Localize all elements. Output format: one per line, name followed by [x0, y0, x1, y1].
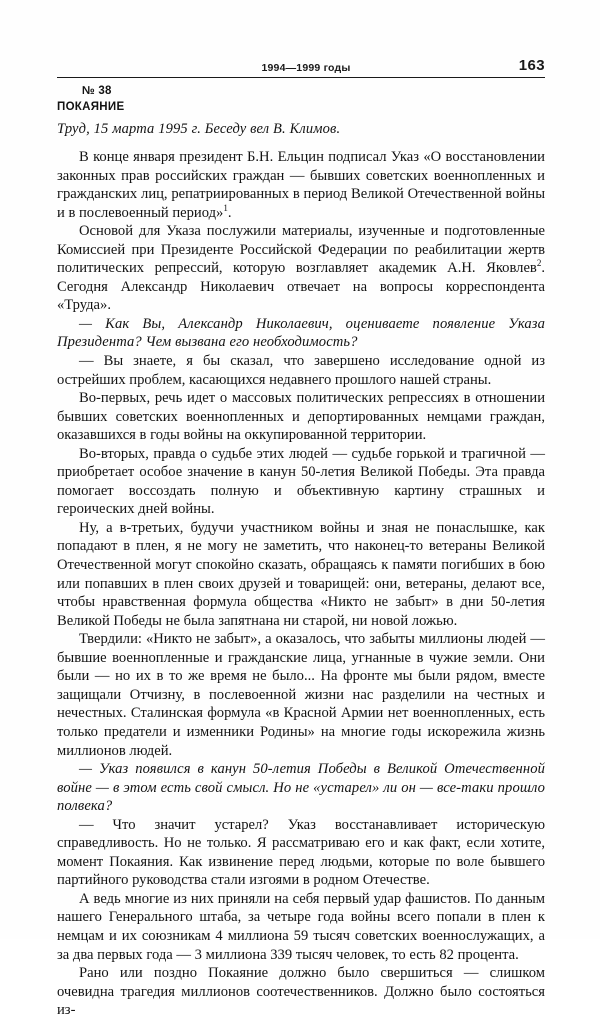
document-number: № 38 [82, 85, 112, 97]
body-paragraph [57, 890, 545, 964]
paragraph-text: Во-первых, речь идет о массовых политических репрессиях в отношении бывших советских военнопленных и депортированных немцами граждан, оказавшихся в годы войны на оккупированной территории. [57, 390, 545, 444]
body-paragraph [57, 389, 545, 445]
paragraph-text: Основой для Указа послужили материалы, изученные и подготовленные Комиссией при Президенте Российской Федерации по реабилитации жертв политических репрессий, которую возглавляет академик А.Н. Яковлев [57, 223, 545, 277]
paragraph-text: — Вы знаете, я бы сказал, что завершено исследование одной из острейших проблем, касающихся недавнего прошлого нашей страны. [57, 353, 545, 388]
paragraph-text: Во-вторых, правда о судьбе этих людей — судьбе горькой и трагичной — приобретает особое значение в канун 50-летия Великой Победы. Эта правда помогает воссоздать полную и объективную картину страшных и героических дней войны. [57, 445, 545, 518]
footnote-marker[interactable]: 1 [223, 202, 228, 213]
source-attribution-line: Труд, 15 марта 1995 г. Беседу вел В. Климов. [57, 121, 341, 137]
page-number: 163 [518, 57, 545, 74]
paragraph-text-tail: . Сегодня Александр Николаевич отвечает на вопросы корреспондента «Труда». [57, 260, 545, 314]
paragraph-text: А ведь многие из них приняли на себя первый удар фашистов. По данным нашего Генерального штаба, за четыре года войны всего попали в плен к немцам и их союзникам 4 миллиона 59 тысяч советских военнослужащих, а за два первых года — 3 миллиона 339 тысяч человек, то есть 82 процента. [57, 890, 545, 963]
body-paragraph [57, 630, 545, 760]
paragraph-text: Рано или поздно Покаяние должно было свершиться — слишком очевидна трагедия миллионов соотечественников. Должно было состояться из- [57, 965, 545, 1019]
body-paragraph [57, 222, 545, 315]
running-head-title: 1994—1999 годы [261, 62, 351, 74]
body-paragraph [57, 352, 545, 389]
body-paragraph [57, 964, 545, 1020]
body-paragraph [57, 148, 545, 222]
paragraph-text: — Что значит устарел? Указ восстанавливает историческую справедливость. Но не только. Я рассматриваю его и как факт, если хотите, момент Покаяния. Как извинение перед людьми, которые по воле бывшего партийного руководства стали изгоями в родном Отечестве. [57, 816, 545, 889]
paragraph-text: Ну, а в-третьих, будучи участником войны и зная не понаслышке, как попадают в плен, я не могу не заметить, что наконец-то ветераны Великой Отечественной могут спокойно сказать, обращаясь к памяти погибших в бою или попавших в плен своих друзей и товарищей: они, ветераны, делают все, чтобы нравственная формула общества «Никто не забыт» в дни 50-летия Великой Победы не была запятнана ни старой, ни новой ложью. [57, 519, 545, 629]
paragraph-text-tail: . [227, 204, 232, 221]
document-heading [57, 84, 545, 115]
footnote-marker[interactable]: 2 [536, 258, 542, 269]
body-paragraph [57, 519, 545, 630]
paragraph-text: — Как Вы, Александр Николаевич, оцениваете появление Указа Президента? Чем вызвана его необходимость? [57, 315, 545, 351]
body-paragraph [57, 760, 545, 816]
body-paragraph [57, 816, 545, 890]
paragraph-text: Твердили: «Никто не забыт», а оказалось, что забыты миллионы людей — бывшие военнопленные и гражданские лица, угнанные в чужие земли. Они были — но их в то же время не было... На фронте мы были рядом, вместе защищали Отчизну, в послевоенной жизни нас разделили на честных и нечестных. Сталинская формула «в Красной Армии нет военнопленных, есть только предатели и изменники Родины» на многие годы искорежила жизнь миллионов людей. [57, 631, 545, 759]
paragraph-text: В конце января президент Б.Н. Ельцин подписал Указ «О восстановлении законных прав российских граждан — бывших советских военнопленных и гражданских лиц, репатриированных в период Великой Отечественной войны и в послевоенный период» [57, 149, 545, 221]
body-paragraph [57, 445, 545, 519]
body-text [57, 148, 545, 1020]
running-head [57, 52, 545, 78]
paragraph-text: — Указ появился в канун 50-летия Победы в Великой Отечественной войне — в этом есть свой смысл. Но не «устарел» ли он — все-таки прошло полвека? [57, 761, 545, 815]
body-paragraph [57, 315, 545, 352]
page-title: ПОКАЯНИЕ [57, 101, 125, 113]
